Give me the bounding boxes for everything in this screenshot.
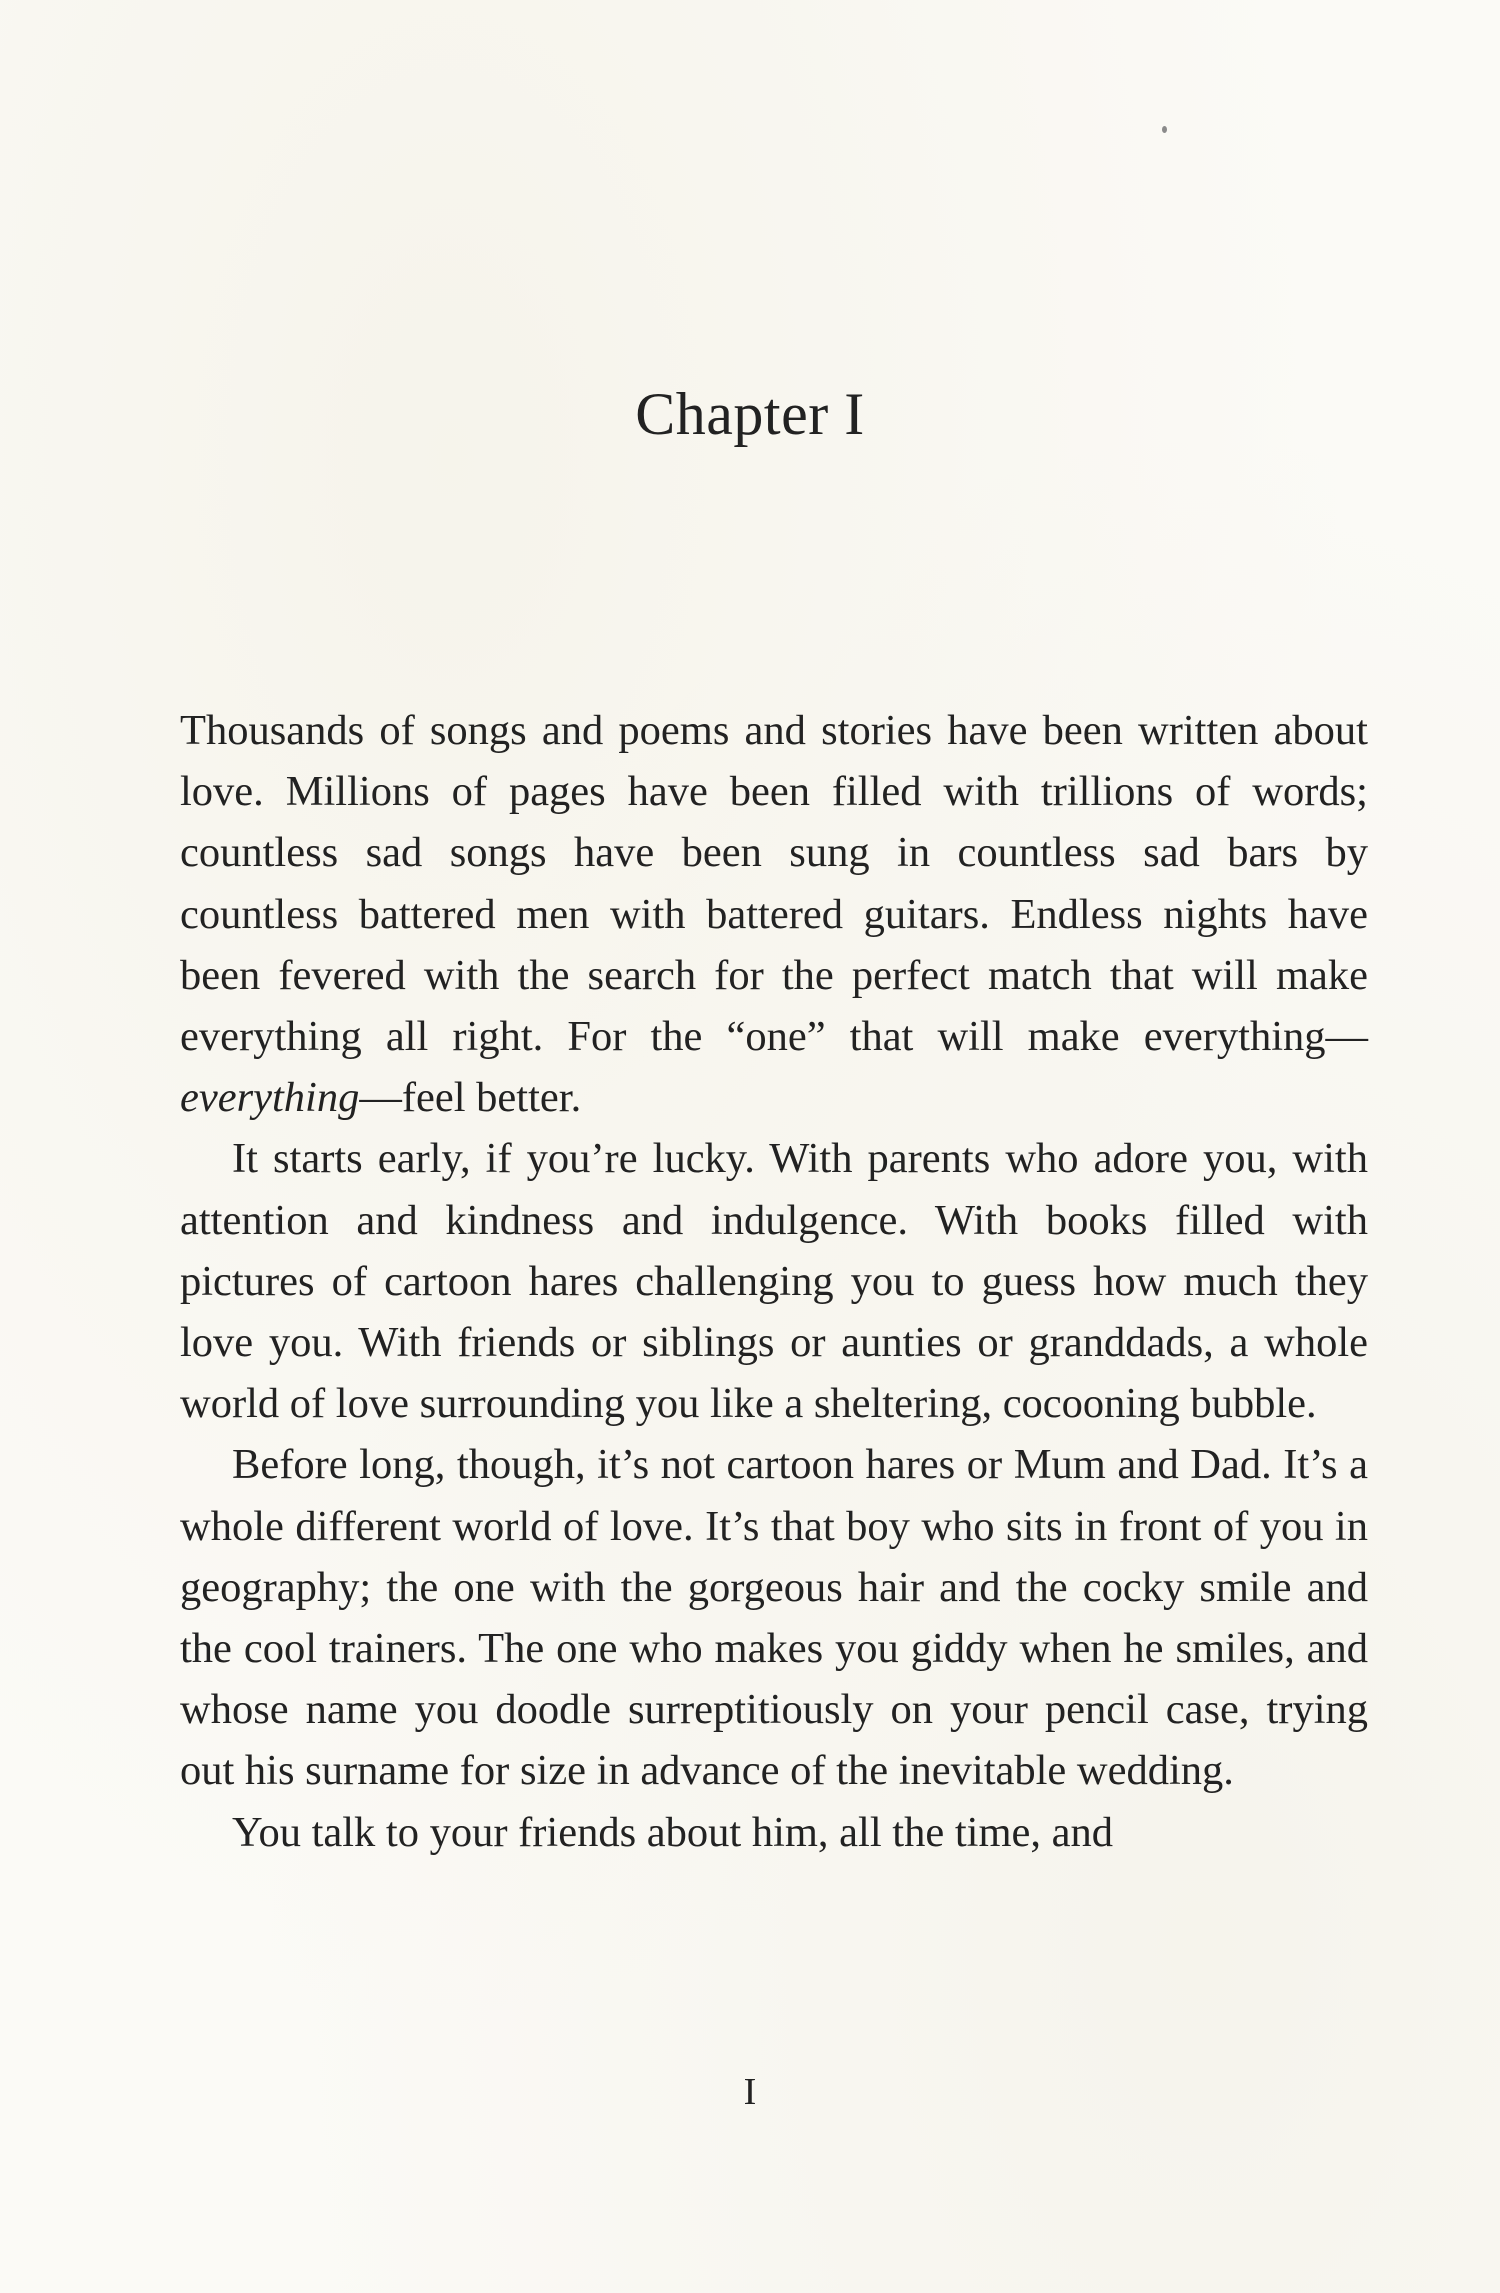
chapter-title: Chapter I xyxy=(635,381,865,447)
paragraph-3: Before long, though, it’s not cartoon hares or Mum and Dad. It’s a whole different world of love. It’s that boy who sits in front of you in geography; the one with the gorgeous hair and the cocky smile and the cool trainers. The one who makes you giddy when he smiles, and whose name you doodle surreptitiously on your pencil case, trying out his surname for size in advance of the inevitable wedding. xyxy=(180,1441,1368,1795)
paragraph-4: You talk to your friends about him, all the time, and xyxy=(232,1808,1113,1856)
page-number: I xyxy=(743,2071,757,2113)
paragraph-2: It starts early, if you’re lucky. With parents who adore you, with attention and kindness and indulgence. With books filled with pictures of cartoon hares challenging you to guess how much they love you. With friends or siblings or aunties or granddads, a whole world of love surrounding you like a sheltering, cocooning bubble. xyxy=(180,1135,1368,1428)
paragraph-1 xyxy=(180,700,1368,1128)
chapter-body xyxy=(180,700,1368,1863)
paragraph-1-text: Thousands of songs and poems and stories have been written about love. Millions of pages have been filled with trillions of words; countless sad songs have been sung in countless sad bars by countless battered men with battered guitars. Endless nights have been fevered with the search for the perfect match that will make everything all right. For the “one” that will make everything— xyxy=(180,707,1368,1061)
paragraph-1-ending: —feel better. xyxy=(359,1074,582,1122)
paragraph-1-emphasis: everything xyxy=(180,1074,360,1122)
print-speck xyxy=(1162,126,1167,133)
